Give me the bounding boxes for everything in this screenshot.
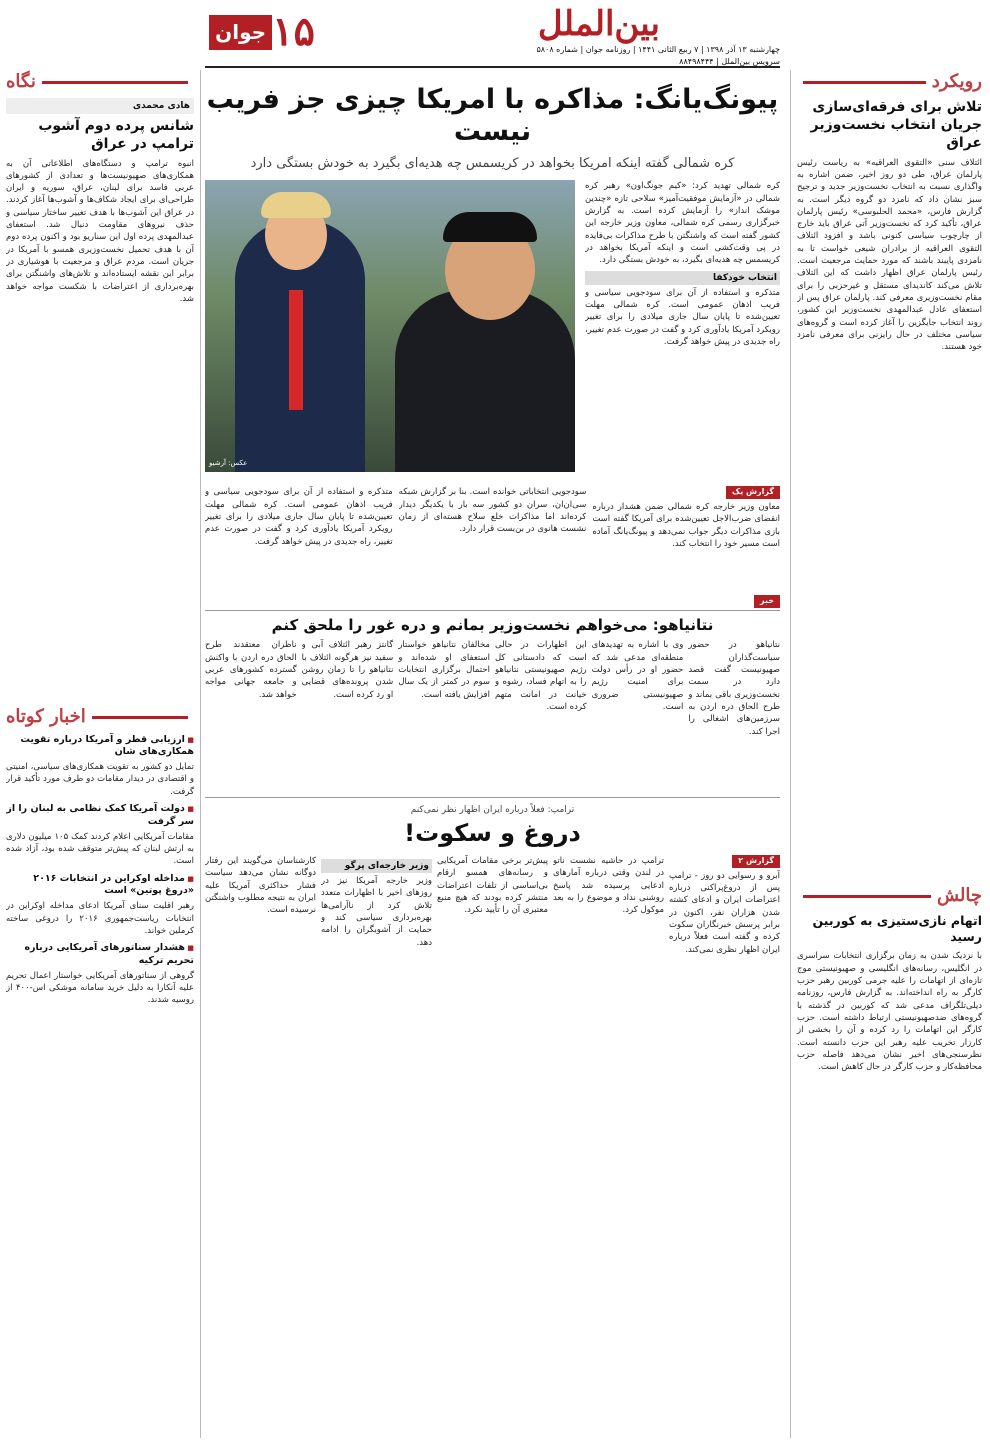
- lead-body: [585, 180, 780, 480]
- news-item-title: ■ مداخله اوکراین در انتخابات ۲۰۱۶ «دروغ پوتین» است: [6, 873, 194, 899]
- column-body: انبوه ترامپ و دستگاه‌های اطلاعاتی آن به همکاری‌های صهیونیست‌ها و تعدادی از کشورهای عربی فاسد برای لبنان، عراق، سوریه و ایران طراحی‌ای برای ایجاد شکاف‌ها و آشوب‌ها آغاز کردند. در عراق این آشوب‌ها با هدف تغییر ساختار سیاسی و حذف نیروهای مقاومت دنبال شد. استعفای عبدالمهدی پرده اول این سناریو بود و اکنون پرده دوم آن با هدف تحمیل نخست‌وزیری همسو با آمریکا در جریان است. مردم عراق و مرجعیت با هوشیاری در برابر این نقشه ایستاده‌اند و تلاش‌های واشنگتن برای بهره‌برداری از اعتراضات با شکست مواجه خواهد شد.: [6, 158, 194, 304]
- service-line: سرویس بین‌الملل | ۸۸۴۹۸۴۴۴: [679, 57, 780, 66]
- lead-columns: [205, 486, 780, 591]
- left-column: [6, 70, 201, 1438]
- column-body: ائتلاف سنی «التقوی العراقیه» به ریاست رئیس پارلمان عراق، طی دو روز اخیر، ضمن اشاره به واگذاری نسبت به انتخاب نخست‌وزیر جدید و ترجیح سبز نشان داد که نامزد دو گروه دیگر است. به گزارش فارس، «محمد الحلبوسی» رئیس پارلمان عراق، تأکید کرد که نخست‌وزیر آتی عراق باید خارج از چارچوب سیاسی کنونی باشد و افزود ائتلاف التقوی العراقیه از برادران شیعی خواست تا به نامزدی پایبند باشند که مورد حمایت مرجعیت است. رئیس پارلمان عراق اظهار داشت که این ائتلاف تلاش می‌کند کاندیدای مستقل و غیرحزبی را برای مقام نخست‌وزیری معرفی کند. پارلمان عراق پس از استعفای عادل عبدالمهدی نخست‌وزیر این کشور، روند انتخاب جایگزین را آغاز کرده است و گروه‌های سیاسی مختلف در حال رایزنی برای معرفی نامزد خود هستند.: [797, 157, 982, 353]
- second-tag-row: [205, 595, 780, 610]
- third-story-header: [205, 797, 780, 849]
- date-line: چهارشنبه ۱۳ آذر ۱۳۹۸ | ۷ ربیع الثانی ۱۴۴۱ | روزنامه جوان | شماره ۵۸۰۸: [536, 45, 780, 54]
- report-tag: گزارش ۲: [732, 855, 780, 868]
- column-headline: تلاش برای فرقه‌ای‌سازی جریان انتخاب نخست‌وزیر عراق: [810, 99, 982, 152]
- lead-photo: [205, 180, 575, 472]
- report-tag: خبر: [754, 595, 780, 608]
- section-banner: [797, 885, 982, 909]
- news-item: [6, 734, 194, 799]
- story-column: وی با اشاره به تهدیدهای منطقه‌ای مدعی شد که حضور او در رأس دولت برای امنیت رژیم صهیونیستی ضروری است.: [591, 640, 684, 712]
- lead-column-text: سودجویی انتخاباتی خوانده است. بنا بر گزارش شبکه سی‌ان‌ان، سران دو کشور سه بار با یکدیگر دیدار کرده‌اند اما مذاکرات خلع سلاح هسته‌ای از زمان نشست هانوی در بن‌بست قرار دارد.: [398, 487, 587, 535]
- lead-column: [205, 486, 393, 591]
- news-item-body: تمایل دو کشور به تقویت همکاری‌های سیاسی، امنیتی و اقتصادی در دیدار مقامات دو طرف مورد تأکید قرار گرفت.: [6, 762, 194, 797]
- lead-headline: پیونگ‌یانگ: مذاکره با امریکا چیزی جز فریب نیست: [206, 84, 779, 148]
- inset-title: انتخاب خودکفا: [585, 271, 780, 285]
- box-body: با نزدیک شدن به زمان برگزاری انتخابات سراسری در انگلیس، رسانه‌های انگلیسی و صهیونیستی موج تازه‌ای از اتهامات را علیه جرمی کوربین رهبر حزب کارگر به راه انداخته‌اند. به گزارش فارس، روزنامه دیلی‌تلگراف مدعی شد که کوربین در گذشته با گروه‌های ضدصهیونیستی ارتباط داشته است. حزب کارگر این اتهامات را رد کرده و آن را بخشی از کارزار تخریب علیه رهبر این حزب دانسته است. نظرسنجی‌های اخیر نشان می‌دهد فاصله حزب محافظه‌کار و حزب کارگر در حال کاهش است.: [797, 951, 982, 1073]
- third-headline: دروغ و سکوت!: [404, 818, 581, 847]
- figure-tie: [289, 290, 303, 410]
- right-column: [790, 70, 982, 1438]
- news-item-body: مقامات آمریکایی اعلام کردند کمک ۱۰۵ میلیون دلاری به ارتش لبنان که پیش‌تر متوقف شده بود، آزاد شده است.: [6, 831, 194, 867]
- photo-credit: عکس: آرشیو: [209, 458, 248, 467]
- figure-hair: [261, 192, 331, 218]
- lead-column-text: معاون وزیر خارجه کره شمالی ضمن هشدار درباره انقضای ضرب‌الاجل تعیین‌شده برای آمریکا گفته است بازی مذاکرات دیگر جواب نمی‌دهد و پیونگ‌یانگ آماده است مسیر خود را انتخاب کند.: [592, 502, 780, 550]
- story-column: ناظران معتقدند طرح الحاق دره اردن با واکنش گسترده کشورهای عربی و جامعه جهانی مواجه خواهد شد.: [205, 640, 297, 700]
- lead-body-text: متذکره و استفاده از آن برای سود‌جویی سیاسی و فریب اذهان عمومی است. کره شمالی مهلت تعیین‌شده تا پایان سال جاری میلادی را برای تغییر رویکرد آمریکا یادآوری کرد و گفت در صورت عدم تغییر، راه جدیدی در پیش خواهد گرفت.: [585, 287, 780, 347]
- news-item-title: ■ هشدار سناتورهای آمریکایی درباره تحریم ترکیه: [6, 942, 194, 968]
- story-column: مخالفان نتانیاهو خواستار استعفای او شده‌اند و احتمال برگزاری انتخابات سوم در کمتر از یک سال افزایش یافته است.: [398, 640, 490, 700]
- lead-story: [205, 180, 780, 480]
- lead-body-text: کره شمالی تهدید کرد: «کیم جونگ‌اون» رهبر کره شمالی در «آزمایش موفقیت‌آمیز» سلاحی تازه «چندین موشک انداز» را آزمایش کرده است. به گزارش خبرگزاری رسمی کره شمالی، معاون وزیر خارجه این کشور گفته است که واشنگتن با طرح مذاکرات بی‌فایده در پی وقت‌کشی است و اینکه آمریکا بخواهد در کریسمس چه هدیه‌ای بگیرد، به خودش بستگی دارد.: [585, 181, 780, 266]
- divider: [92, 716, 188, 719]
- main-content: [205, 70, 780, 1438]
- box-title: وزیر خارجه‌ای پرگو: [321, 859, 432, 873]
- news-item-title: ■ ارزیابی قطر و آمریکا درباره تقویت همکاری‌های شان: [6, 734, 194, 760]
- report-tag: گزارش یک: [726, 486, 780, 499]
- news-item-title: ■ دولت آمریکا کمک نظامی به لبنان را از سر گرفت: [6, 803, 194, 829]
- section-banner: [6, 706, 194, 730]
- divider: [803, 895, 931, 898]
- section-banner: [6, 70, 194, 94]
- second-headline: نتانیاهو: می‌خواهم نخست‌وزیر بمانم و دره غور را ملحق کنم: [205, 610, 780, 635]
- story-column: [321, 855, 432, 1265]
- divider: [42, 81, 188, 84]
- story-column: گانتز رهبر ائتلاف آبی و سفید نیز هرگونه ائتلاف با نتانیاهو را تا زمان روشن شدن پرونده‌های قضایی او رد کرده است.: [301, 640, 394, 700]
- section-label: نگاه: [6, 70, 36, 92]
- author-name: هادی محمدی: [6, 98, 194, 114]
- third-story-columns: [205, 855, 780, 1265]
- lead-column: [592, 486, 780, 591]
- news-item: [6, 803, 194, 868]
- news-item-body: گروهی از سناتورهای آمریکایی خواستار اعمال تحریم علیه آنکارا به دلیل خرید سامانه موشکی اس-۴۰۰ از روسیه شدند.: [6, 970, 194, 1006]
- lead-subhead: کره شمالی گفته اینکه امریکا بخواهد در کریسمس چه هدیه‌ای بگیرد به خودش بستگی دارد: [250, 155, 735, 171]
- box-headline: اتهام نازی‌ستیزی به کوربین رسید: [812, 912, 982, 945]
- story-column-text: آبرو و رسوایی دو روز - ترامپ پس از دروغ‌پراکنی درباره اعتراضات ایران و ادعای کشته شدن هزاران نفر، اکنون در برابر پرسش خبرنگاران سکوت کرده و گفته است فعلاً درباره ایران اظهار نظری نمی‌کند.: [669, 870, 780, 955]
- news-item: [6, 942, 194, 1007]
- column-headline: شانس پرده دوم آشوب ترامپ در عراق: [38, 118, 194, 153]
- story-column: ترامپ در حاشیه نشست ناتو در لندن وقتی درباره آمارهای ادعایی پرسیده شد پاسخ روشنی نداد و موضوع را به بعد موکول کرد.: [553, 855, 664, 916]
- divider: [803, 81, 926, 84]
- masthead-info: [536, 44, 780, 68]
- masthead: [205, 0, 780, 68]
- section-banner: [797, 70, 982, 94]
- story-column: این اظهارات در حالی است که دادستانی کل رژیم صهیونیستی نتانیاهو را به اتهام فساد، رشوه و خیانت در امانت متهم کرده است.: [494, 640, 587, 712]
- story-column: پیش‌تر برخی مقامات آمریکایی و رسانه‌های همسو ارقام بی‌اساسی از تلفات اعتراضات منتشر کرده بودند که هیچ منبع معتبری آن را تأیید نکرد.: [437, 855, 548, 916]
- story-column: کارشناسان می‌گویند این رفتار دوگانه نشان می‌دهد سیاست فشار حداکثری آمریکا علیه ایران به نتیجه مطلوب واشنگتن نرسیده است.: [205, 855, 316, 916]
- second-story-columns: [205, 639, 780, 789]
- story-column: نتانیاهو در حضور سیاست‌گذاران صهیونیست گفت قصد دارد در سمت نخست‌وزیری باقی بماند و طرح الحاق دره اردن به سرزمین‌های اشغالی را اجرا کند.: [688, 640, 780, 737]
- story-column-text: وزیر خارجه آمریکا نیز در روزهای اخیر با اظهارات متعدد تلاش کرد از ناآرامی‌ها بهره‌برداری سیاسی کند و حمایت از آشوبگران را ادامه دهد.: [321, 876, 432, 948]
- section-title: بين‌الملل: [537, 4, 660, 44]
- story-column: [669, 855, 780, 1265]
- third-kicker: ترامپ: فعلاً درباره ایران اظهار نظر نمی‌کنم: [410, 805, 575, 816]
- section-label: رویکرد: [931, 70, 982, 92]
- lead-column: [399, 486, 587, 591]
- page-number: ۱۵: [272, 8, 315, 55]
- figure-hair: [443, 212, 537, 242]
- news-item-body: رهبر اقلیت سنای آمریکا ادعای مداخله اوکراین در انتخابات ریاست‌جمهوری ۲۰۱۶ را دروغی ساخته کرملین خواند.: [6, 901, 195, 936]
- section-label: اخبار کوتاه: [6, 706, 86, 728]
- logo: [205, 6, 315, 58]
- section-label: چالش: [936, 885, 982, 907]
- news-item: [6, 873, 194, 938]
- logo-word: جوان: [209, 15, 272, 50]
- lead-column-text: متذکره و استفاده از آن برای سود‌جویی سیاسی و فریب اذهان عمومی است. کره شمالی مهلت تعیین‌شده تا پایان سال جاری میلادی را برای تغییر رویکرد آمریکا یادآوری کرد و گفت در صورت عدم تغییر، راه جدیدی در پیش خواهد گرفت.: [205, 487, 393, 547]
